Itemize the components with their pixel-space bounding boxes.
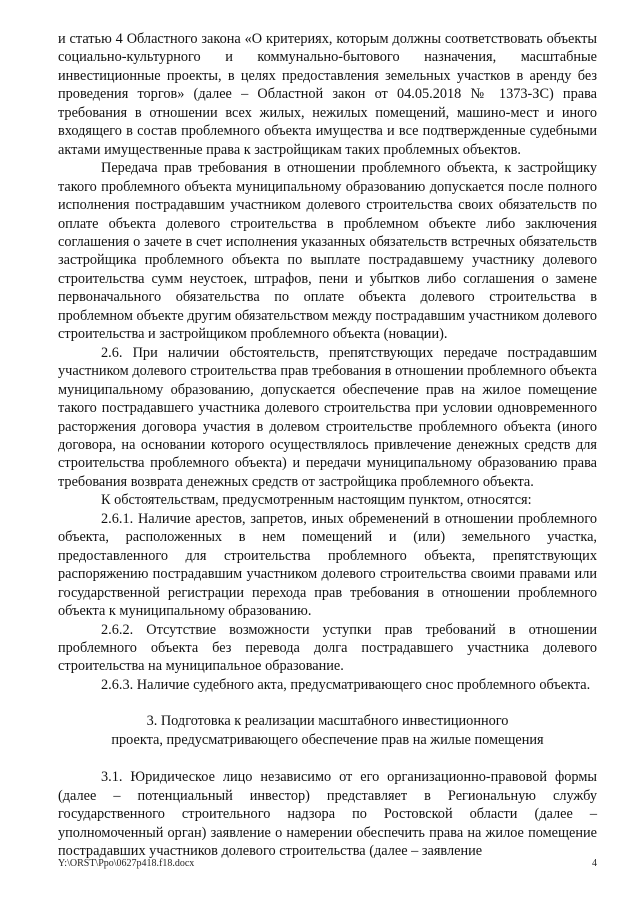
section-3-heading-line2: проекта, предусматривающего обеспечение прав на жилые помещения <box>111 731 544 748</box>
paragraph-rights-transfer: Передача прав требования в отношении проблемного объекта, к застройщику такого проблемного объекта муниципальному образованию допускается после полного исполнения пострадавшим участником долевого строительства своих обязательств по оплате объекта долевого строительства в проблемном объекте либо заключения соглашения о зачете в счет исполнения указанных обязательств встречных обязательств застройщика проблемного объекта по выплате пострадавшему участнику долевого строительства сумм неустоек, штрафов, пени и убытков либо соглашения о замене первоначального обязательства по оплате объекта долевого строительства в проблемном объекте другим обязательством между пострадавшим участником долевого строительства и застройщиком проблемного объекта (новации). <box>58 160 597 343</box>
paragraph-2-6-2: 2.6.2. Отсутствие возможности уступки прав требований в отношении проблемного объекта без перевода долга пострадавшего участника долевого строительства на муниципальное образование. <box>58 621 597 675</box>
section-3-heading <box>58 712 597 749</box>
paragraph-3-1: 3.1. Юридическое лицо независимо от его организационно-правовой формы (далее – потенциальный инвестор) представляет в Региональную службу государственного строительного надзора по Ростовской области (далее – уполномоченный орган) заявление о намерении обеспечить права на жилое помещение пострадавших участников долевого строительства (далее – заявление <box>58 769 597 860</box>
footer-file-path: Y:\ORST\Ppo\0627p418.f18.docx <box>58 858 195 869</box>
paragraph-2-6-1: 2.6.1. Наличие арестов, запретов, иных обременений в отношении проблемного объекта, расположенных в нем помещений и (или) земельного участка, предоставленного для строительства проблемного объекта, препятствующих распоряжению пострадавшим участником долевого строительства своими правами или государственной регистрации перехода прав требования в отношении проблемного объекта к муниципальному образованию. <box>58 510 597 620</box>
section-3-heading-line1: 3. Подготовка к реализации масштабного инвестиционного <box>146 713 509 730</box>
document-body <box>58 30 597 860</box>
paragraph-continuation: и статью 4 Областного закона «О критериях, которым должны соответствовать объекты социально-культурного и коммунально-бытового назначения, масштабные инвестиционные проекты, в целях предоставления земельных участков в аренду без проведения торгов» (далее – Областной закон от 04.05.2018 № 1373-ЗС) права требования в отношении всех жилых, нежилых помещений, машино-мест и иного входящего в состав проблемного объекта имущества и все подтвержденные судебными актами имущественные права к застройщикам таких проблемных объектов. <box>58 31 597 158</box>
paragraph-2-6: 2.6. При наличии обстоятельств, препятствующих передаче пострадавшим участником долевого строительства прав требования в отношении проблемного объекта муниципальному образованию, допускается обеспечение прав на жилое помещение такого пострадавшего участника долевого строительства при условии одновременного расторжения договора участия в долевом строительстве проблемного объекта (иного договора, на основании которого осуществлялось привлечение денежных средств для строительства проблемного объекта) и передачи муниципальному образованию права требования возврата денежных средств от застройщика проблемного объекта. <box>58 344 597 490</box>
paragraph-circumstances-intro: К обстоятельствам, предусмотренным настоящим пунктом, относятся: <box>101 492 532 509</box>
footer-page-number: 4 <box>592 858 597 869</box>
paragraph-2-6-3: 2.6.3. Наличие судебного акта, предусматривающего снос проблемного объекта. <box>101 676 591 693</box>
